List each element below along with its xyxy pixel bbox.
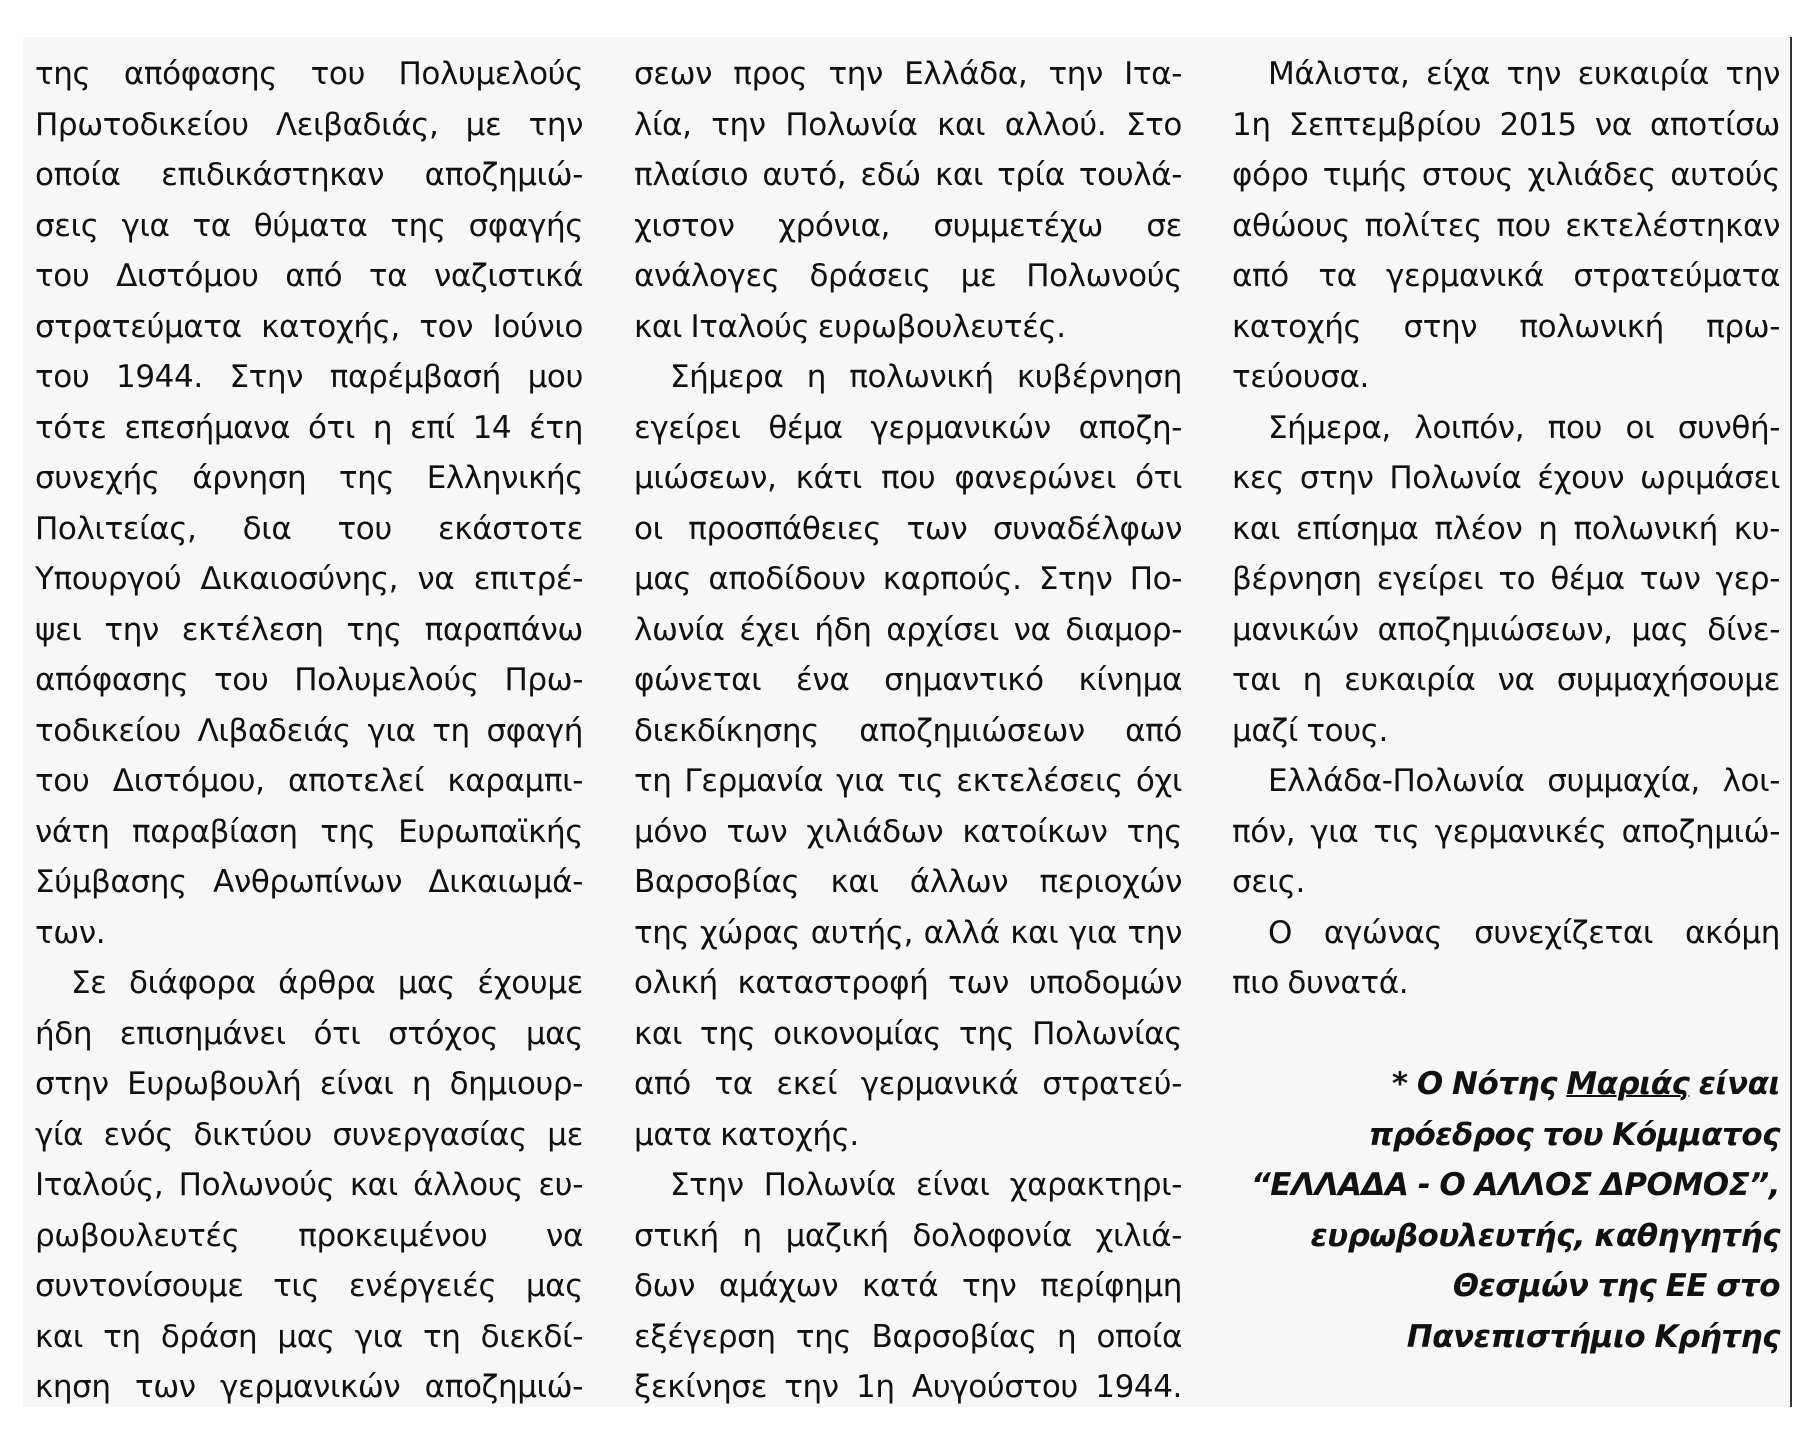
text-line: τη Γερμανία για τις εκτελέσεις όχι — [634, 763, 1182, 799]
text-line: χιστον χρόνια, συμμετέχω σε — [634, 207, 1182, 244]
text-line: τοδικείου Λιβαδειάς για τη σφαγή — [35, 712, 583, 749]
text-line: συνεχής άρνηση της Ελληνικής — [35, 460, 583, 496]
text-line: λία, την Πολωνία και αλλού. Στο — [634, 106, 1182, 143]
text-line: από τα εκεί γερμανικά στρατεύ- — [634, 1066, 1182, 1102]
text-line: μόνο των χιλιάδων κατοίκων της — [634, 813, 1182, 850]
paragraph-start-line: Σήμερα η πολωνική κυβέρνηση — [670, 359, 1182, 395]
text-line: και επίσημα πλέον η πολωνική κυ- — [1232, 510, 1780, 547]
text-line: κηση των γερμανικών αποζημιώ- — [35, 1369, 583, 1405]
text-line: ρωβουλευτές προκειμένου να — [35, 1217, 583, 1254]
text-line: του 1944. Στην παρέμβασή μου — [35, 359, 583, 395]
text-line: σεις. — [1232, 864, 1305, 900]
text-line: στην Ευρωβουλή είναι η δημιουρ- — [35, 1066, 583, 1102]
text-line: μιώσεων, κάτι που φανερώνει ότι — [634, 460, 1182, 496]
text-line: της χώρας αυτής, αλλά και για την — [634, 914, 1182, 951]
text-line: ήδη επισημάνει ότι στόχος μας — [35, 1015, 583, 1052]
paragraph-start-line: Ελλάδα-Πολωνία συμμαχία, λοι- — [1268, 763, 1780, 799]
text-line: ψει την εκτέλεση της παραπάνω — [35, 611, 583, 648]
paragraph-start-line: Ο αγώνας συνεχίζεται ακόμη — [1268, 914, 1780, 951]
text-line: Ιταλούς, Πολωνούς και άλλους ευ- — [35, 1167, 583, 1203]
text-line: κες στην Πολωνία έχουν ωριμάσει — [1232, 460, 1780, 496]
text-line: γία ενός δικτύου συνεργασίας με — [35, 1116, 583, 1153]
text-line: δων αμάχων κατά την περίφημη — [634, 1268, 1182, 1304]
text-line: συντονίσουμε τις ενέργειές μας — [35, 1268, 583, 1304]
paragraph-start-line: Στην Πολωνία είναι χαρακτηρι- — [670, 1167, 1182, 1203]
text-line: Υπουργού Δικαιοσύνης, να επιτρέ- — [35, 561, 583, 597]
text-line: από τα γερμανικά στρατεύματα — [1232, 258, 1780, 294]
spacer — [1232, 1009, 1780, 1060]
text-line: φώνεται ένα σημαντικό κίνημα — [634, 662, 1182, 698]
column-1 — [35, 49, 583, 1413]
text-line: Πολιτείας, δια του εκάστοτε — [35, 510, 583, 547]
text-line: τεύουσα. — [1232, 359, 1369, 395]
text-line: φόρο τιμής στους χιλιάδες αυτούς — [1232, 157, 1780, 193]
text-line: τότε επεσήμανα ότι η επί 14 έτη — [35, 409, 583, 446]
text-line: Πρωτοδικείου Λειβαδιάς, με την — [35, 106, 583, 143]
paragraph-start-line: Μάλιστα, είχα την ευκαιρία την — [1268, 56, 1780, 92]
text-line: εγείρει θέμα γερμανικών αποζη- — [634, 409, 1182, 446]
article-panel — [23, 37, 1792, 1407]
column-2 — [634, 49, 1182, 1413]
author-name: Μαριάς — [1566, 1066, 1690, 1102]
text-line: αθώους πολίτες που εκτελέστηκαν — [1232, 207, 1780, 244]
author-signature — [1232, 1059, 1780, 1362]
text-line: μαζί τους. — [1232, 712, 1388, 749]
text-line: στική η μαζική δολοφονία χιλιά- — [634, 1217, 1182, 1254]
text-line: και Ιταλούς ευρωβουλευτές. — [634, 308, 1066, 345]
text-line: στρατεύματα κατοχής, τον Ιούνιο — [35, 308, 583, 345]
text-line: σεων προς την Ελλάδα, την Ιτα- — [634, 56, 1182, 92]
text-line: νάτη παραβίαση της Ευρωπαϊκής — [35, 813, 583, 850]
text-line: διεκδίκησης αποζημιώσεων από — [634, 712, 1182, 749]
signature-line: ευρωβουλευτής, καθηγητής — [1310, 1217, 1780, 1254]
text-line: ματα κατοχής. — [634, 1116, 859, 1153]
text-line: του Διστόμου από τα ναζιστικά — [35, 258, 583, 294]
text-line: του Διστόμου, αποτελεί καραμπι- — [35, 763, 583, 799]
text-line: και της οικονομίας της Πολωνίας — [634, 1015, 1182, 1052]
text-line: 1η Σεπτεμβρίου 2015 να αποτίσω — [1232, 106, 1780, 143]
signature-suffix: είναι — [1689, 1066, 1780, 1102]
text-line: οποία επιδικάστηκαν αποζημιώ- — [35, 157, 583, 193]
text-line: λωνία έχει ήδη αρχίσει να διαμορ- — [634, 611, 1182, 648]
signature-line: πρόεδρος του Κόμματος — [1368, 1116, 1780, 1153]
text-line: εξέγερση της Βαρσοβίας η οποία — [634, 1318, 1182, 1355]
signature-prefix: * Ο Νότης — [1391, 1066, 1567, 1102]
text-line: και τη δράση μας για τη διεκδί- — [35, 1318, 583, 1355]
text-line: ανάλογες δράσεις με Πολωνούς — [634, 258, 1182, 294]
text-line: βέρνηση εγείρει το θέμα των γερ- — [1232, 561, 1780, 597]
text-line: ξεκίνησε την 1η Αυγούστου 1944. — [634, 1369, 1182, 1405]
signature-line: “ΕΛΛΑΔΑ - Ο ΑΛΛΟΣ ΔΡΟΜΟΣ”, — [1250, 1167, 1780, 1203]
text-line: ται η ευκαιρία να συμμαχήσουμε — [1232, 662, 1780, 698]
column-3 — [1232, 49, 1780, 1362]
paragraph-start-line: Σε διάφορα άρθρα μας έχουμε — [71, 965, 583, 1001]
text-line: σεις για τα θύματα της σφαγής — [35, 207, 583, 244]
text-line: μανικών αποζημιώσεων, μας δίνε- — [1232, 611, 1780, 648]
text-line: πλαίσιο αυτό, εδώ και τρία τουλά- — [634, 157, 1182, 193]
text-line: Βαρσοβίας και άλλων περιοχών — [634, 864, 1182, 900]
text-line: των. — [35, 914, 106, 951]
text-line: ολική καταστροφή των υποδομών — [634, 965, 1182, 1001]
signature-line: Θεσμών της ΕΕ στο — [1452, 1268, 1780, 1304]
text-line: πόν, για τις γερμανικές αποζημιώ- — [1232, 813, 1780, 850]
signature-line: Πανεπιστήμιο Κρήτης — [1406, 1318, 1780, 1355]
text-line: απόφασης του Πολυμελούς Πρω- — [35, 662, 583, 698]
text-line: πιο δυνατά. — [1232, 965, 1409, 1001]
paragraph-start-line: Σήμερα, λοιπόν, που οι συνθή- — [1268, 409, 1780, 446]
text-line: κατοχής στην πολωνική πρω- — [1232, 308, 1780, 345]
signature-line — [1232, 1059, 1780, 1110]
text-line: μας αποδίδουν καρπούς. Στην Πο- — [634, 561, 1182, 597]
text-line: Σύμβασης Ανθρωπίνων Δικαιωμά- — [35, 864, 583, 900]
text-line: της απόφασης του Πολυμελούς — [35, 56, 583, 92]
text-line: οι προσπάθειες των συναδέλφων — [634, 510, 1182, 547]
